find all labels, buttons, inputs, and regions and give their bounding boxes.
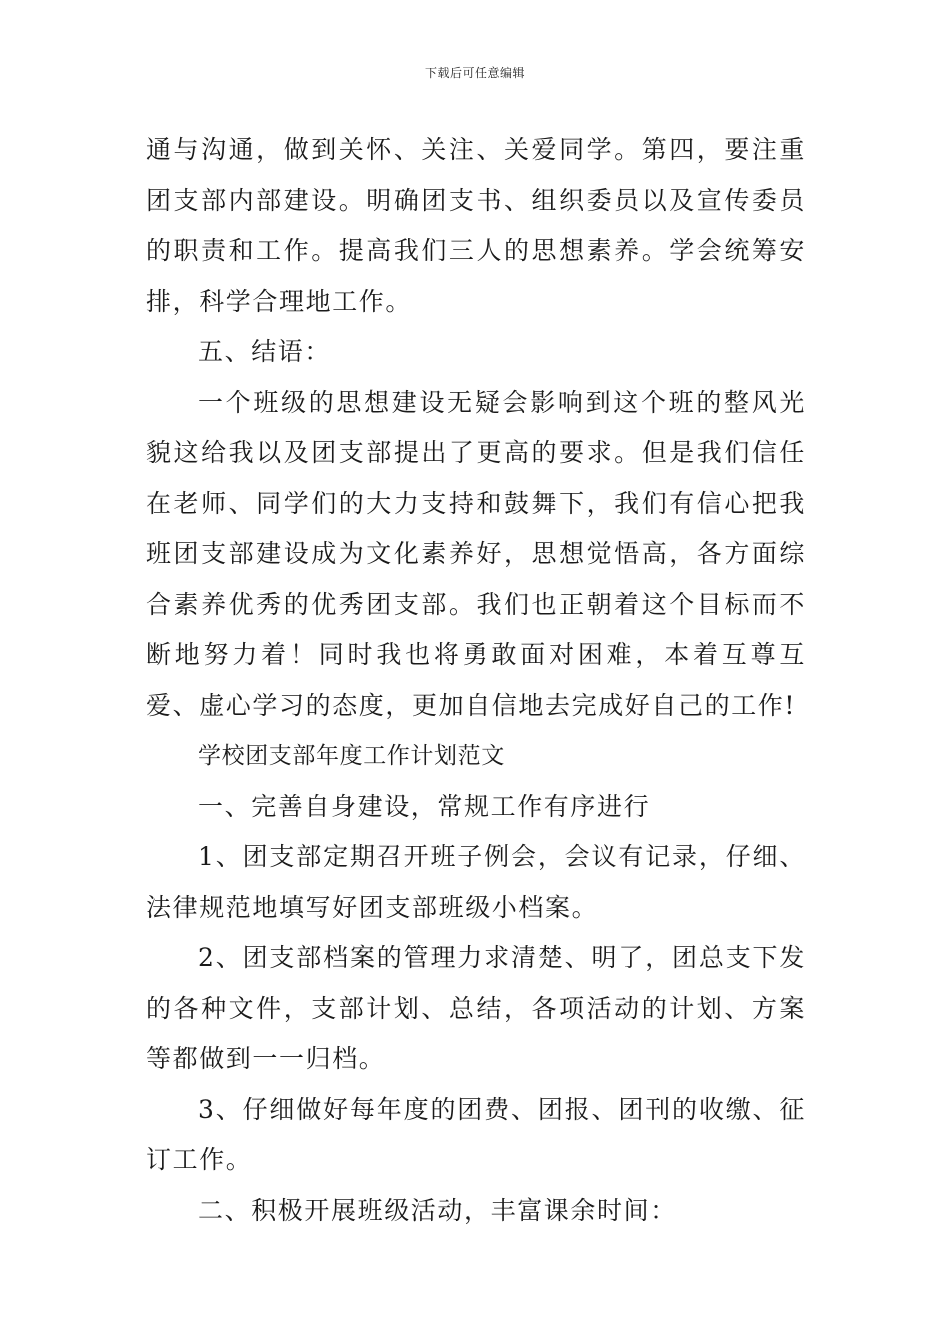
- list-item-1: 1、团支部定期召开班子例会，会议有记录，仔细、法律规范地填写好团支部班级小档案。: [146, 842, 806, 922]
- paragraph-closing-duties: 通与沟通，做到关怀、关注、关爱同学。第四，要注重团支部内部建设。明确团支书、组织委员以及宣传委员的职责和工作。提高我们三人的思想素养。学会统筹安排，科学合理地工作。: [146, 135, 806, 316]
- document-title: 学校团支部年度工作计划范文: [198, 743, 505, 769]
- header-note: 下载后可任意编辑: [424, 66, 525, 80]
- section-heading-1: 一、完善自身建设，常规工作有序进行: [198, 791, 651, 821]
- list-item-3: 3、仔细做好每年度的团费、团报、团刊的收缴、征订工作。: [146, 1094, 806, 1174]
- list-item-2: 2、团支部档案的管理力求清楚、明了，团总支下发的各种文件，支部计划、总结，各项活动的计划、方案等都做到一一归档。: [146, 943, 806, 1073]
- paragraph-conclusion: 一个班级的思想建设无疑会影响到这个班的整风光貌这给我以及团支部提出了更高的要求。但是我们信任在老师、同学们的大力支持和鼓舞下，我们有信心把我班团支部建设成为文化素养好，思想觉悟高，各方面综合素养优秀的优秀团支部。我们也正朝着这个目标而不断地努力着！同时我也将勇敢面对困难，本着互尊互爱、虚心学习的态度，更加自信地去完成好自己的工作!: [146, 387, 806, 720]
- document-body: [146, 125, 806, 1236]
- section-heading-conclusion: 五、结语：: [198, 337, 332, 366]
- section-heading-2: 二、积极开展班级活动，丰富课余时间：: [198, 1195, 677, 1225]
